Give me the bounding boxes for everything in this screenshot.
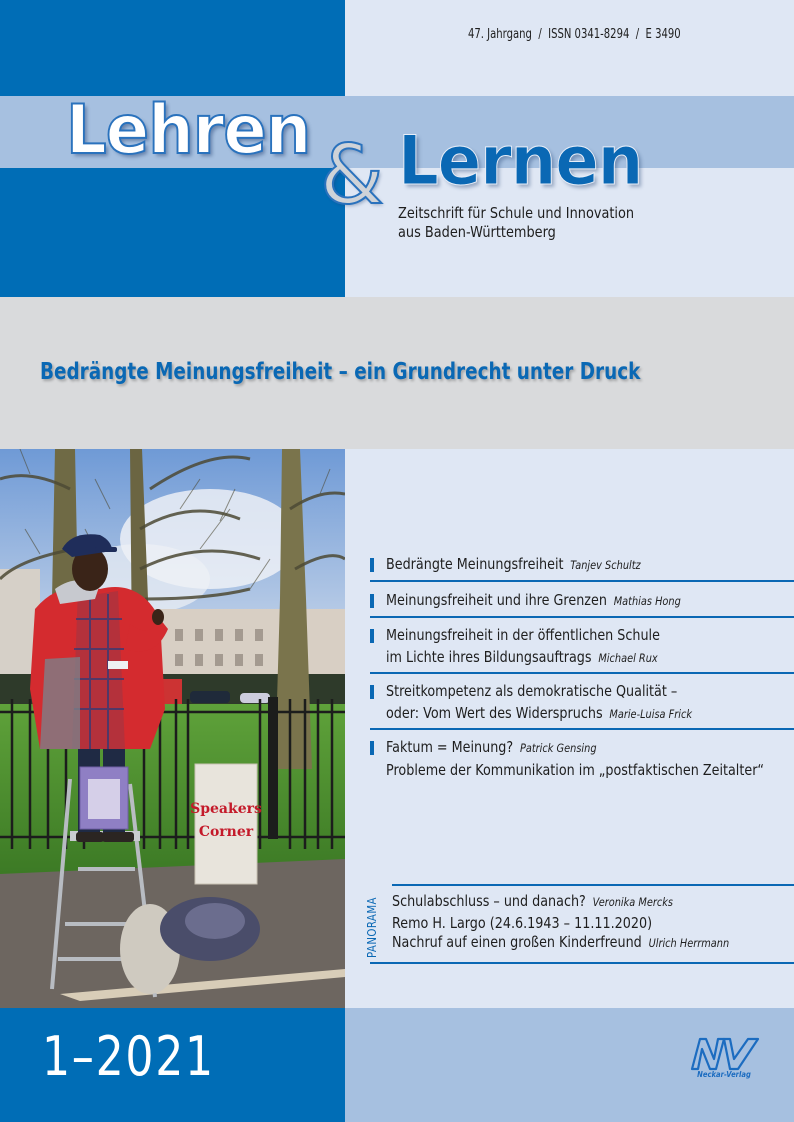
toc-bullet-icon bbox=[370, 629, 374, 643]
panorama-divider-bottom bbox=[370, 962, 794, 964]
toc-item[interactable] bbox=[370, 624, 794, 670]
sign-text-line-1: Speakers bbox=[190, 801, 262, 817]
toc-item-author: Tanjev Schultz bbox=[570, 558, 641, 572]
toc-item-title: Bedrängte Meinungsfreiheit bbox=[386, 555, 564, 573]
toc-item-title-line-2: Probleme der Kommunikation im „postfaktischen Zeitalter“ bbox=[386, 761, 765, 779]
panorama-item-author: Ulrich Herrmann bbox=[648, 936, 730, 950]
toc-bullet-icon bbox=[370, 741, 374, 755]
panorama-item[interactable] bbox=[392, 914, 794, 954]
toc-item-author: Marie-Luisa Frick bbox=[609, 707, 693, 721]
panorama-item-title: Schulabschluss – und danach? bbox=[392, 892, 586, 910]
toc-bullet-icon bbox=[370, 558, 374, 572]
toc-divider bbox=[370, 616, 794, 618]
toc-divider bbox=[370, 580, 794, 582]
toc-item[interactable] bbox=[370, 736, 794, 782]
publisher-logo bbox=[688, 1037, 760, 1085]
panorama-label: PANORAMA bbox=[365, 897, 379, 958]
subtitle-line-2: aus Baden-Württemberg bbox=[398, 223, 556, 241]
toc-item-title: Meinungsfreiheit und ihre Grenzen bbox=[386, 591, 607, 609]
masthead-title-lernen: Lernen bbox=[398, 122, 643, 201]
publisher-name: Neckar-Verlag bbox=[697, 1070, 751, 1079]
masthead-subtitle bbox=[398, 204, 634, 242]
panorama-item[interactable] bbox=[392, 890, 794, 912]
toc-item[interactable] bbox=[370, 554, 794, 578]
toc-item-author: Michael Rux bbox=[598, 651, 658, 665]
toc-item-title-line-2: oder: Vom Wert des Widerspruchs bbox=[386, 704, 603, 722]
toc-bullet-icon bbox=[370, 594, 374, 608]
subtitle-line-1: Zeitschrift für Schule und Innovation bbox=[398, 204, 635, 222]
masthead-title-lehren: Lehren bbox=[66, 91, 311, 170]
toc-item-author: Mathias Hong bbox=[613, 594, 681, 608]
panorama-item-title-line-1: Remo H. Largo (24.6.1943 – 11.11.2020) bbox=[392, 914, 653, 932]
toc-item-title-line-1: Meinungsfreiheit in der öffentlichen Schule bbox=[386, 626, 660, 644]
toc-item[interactable] bbox=[370, 680, 794, 726]
toc-item-title-line-2: im Lichte ihres Bildungsauftrags bbox=[386, 648, 592, 666]
toc-item-title-line-1: Streitkompetenz als demokratische Qualität – bbox=[386, 682, 678, 700]
cover-photo bbox=[0, 449, 345, 1008]
issue-number: 1–2021 bbox=[42, 1025, 215, 1088]
publication-meta: 47. Jahrgang / ISSN 0341-8294 / E 3490 bbox=[468, 27, 681, 42]
nv-logo-icon bbox=[688, 1037, 760, 1071]
panorama-item-title-line-2: Nachruf auf einen großen Kinderfreund bbox=[392, 933, 642, 951]
panorama-item-author: Veronika Mercks bbox=[592, 895, 674, 909]
panorama-divider-top bbox=[392, 884, 794, 886]
sign-text-line-2: Corner bbox=[198, 824, 254, 840]
toc-item-title-line-1: Faktum = Meinung? bbox=[386, 738, 514, 756]
toc-divider bbox=[370, 728, 794, 730]
toc-divider bbox=[370, 672, 794, 674]
masthead-ampersand: & bbox=[320, 128, 384, 223]
toc-item-author: Patrick Gensing bbox=[519, 741, 597, 755]
issue-headline: Bedrängte Meinungsfreiheit – ein Grundrecht unter Druck bbox=[40, 359, 641, 385]
toc-item[interactable] bbox=[370, 590, 794, 614]
toc-bullet-icon bbox=[370, 685, 374, 699]
